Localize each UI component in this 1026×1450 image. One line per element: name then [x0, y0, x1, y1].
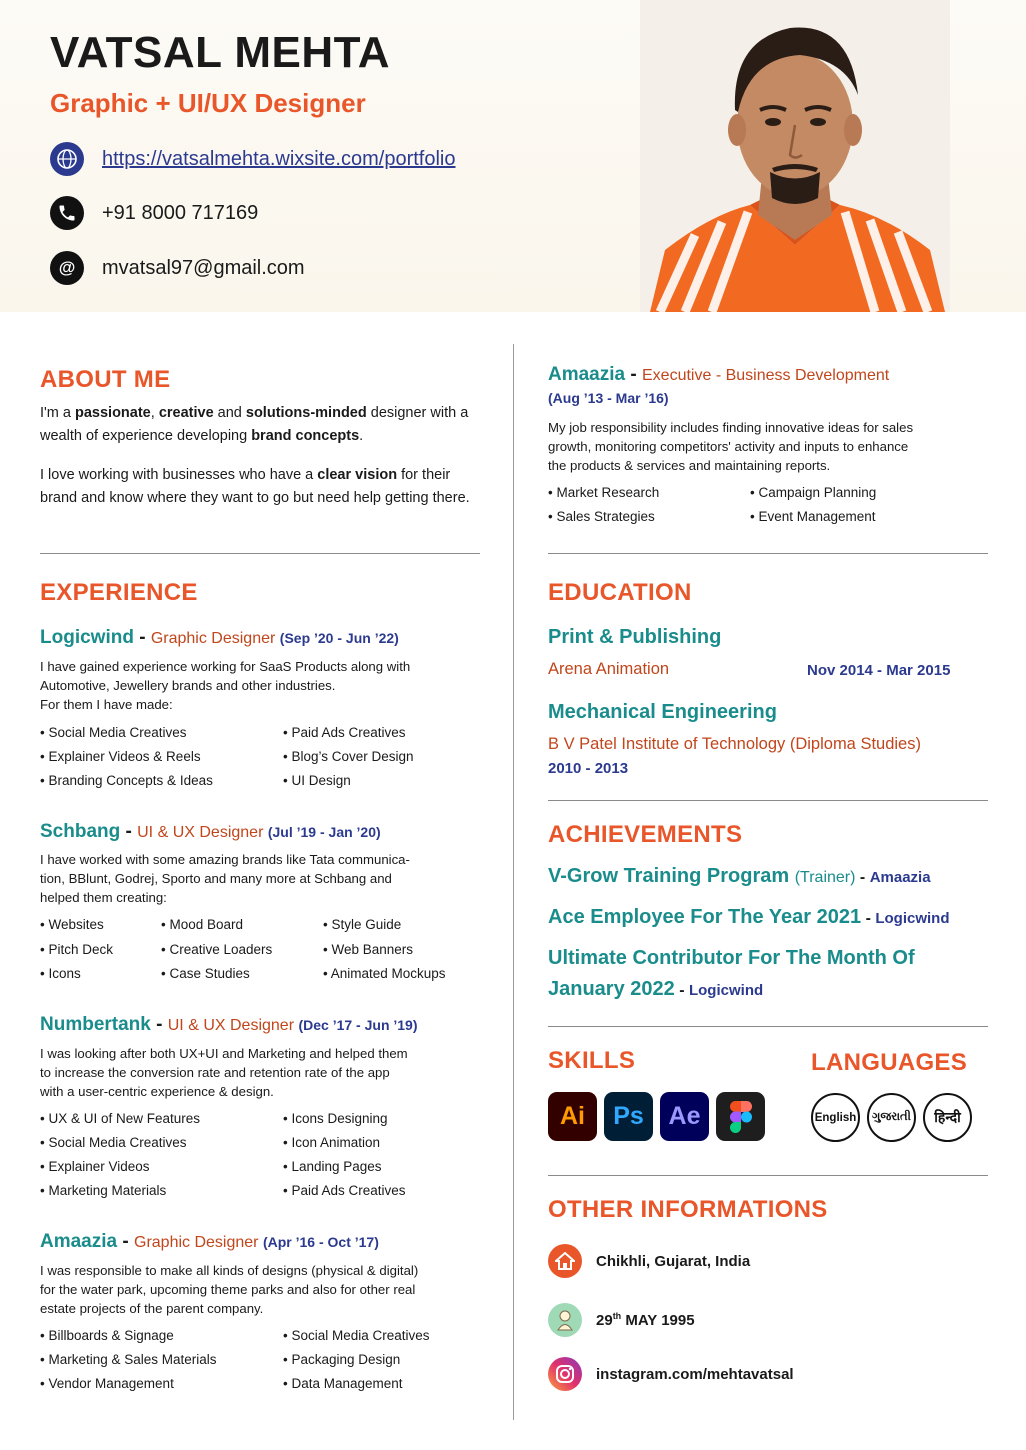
list-item: • Case Studies	[161, 966, 250, 981]
about-heading: ABOUT ME	[40, 366, 171, 393]
baby-icon	[548, 1303, 582, 1337]
phone-contact	[50, 196, 258, 230]
job-numbertank-desc: I was looking after both UX+UI and Marketing and helped them to increase the conversion rate and retention rate of the app with a user-centric experience & design.	[40, 1046, 408, 1099]
list-item: • Icon Animation	[283, 1135, 380, 1150]
achievement-1: V-Grow Training Program (Trainer) - Amaazia	[548, 865, 931, 887]
job-amaazia-exec-dates: (Aug ’13 - Mar ’16)	[548, 390, 669, 406]
education-degree-1: Print & Publishing	[548, 626, 722, 648]
languages-heading: LANGUAGES	[811, 1049, 968, 1076]
profile-photo	[640, 0, 950, 312]
achievements-heading: ACHIEVEMENTS	[548, 821, 743, 848]
list-item: • Social Media Creatives	[40, 1135, 187, 1150]
divider-about	[40, 553, 480, 554]
job-amaazia-title: Amaazia - Graphic Designer (Apr ’16 - Oct ’17)	[40, 1231, 379, 1252]
language-gujarati: ગુજરાતી	[867, 1093, 916, 1142]
list-item: • Landing Pages	[283, 1159, 382, 1174]
job-logicwind-title: Logicwind - Graphic Designer (Sep ’20 - Jun ’22)	[40, 627, 399, 648]
list-item: • Market Research	[548, 485, 659, 500]
header	[0, 0, 1026, 312]
instagram-handle[interactable]: instagram.com/mehtavatsal	[596, 1365, 794, 1383]
list-item: • Billboards & Signage	[40, 1328, 174, 1343]
list-item: • Web Banners	[323, 942, 413, 957]
divider-right-job	[548, 553, 988, 554]
email-address[interactable]: mvatsal97@gmail.com	[102, 256, 305, 279]
job-amaazia-desc: I was responsible to make all kinds of designs (physical & digital) for the water park, upcoming theme parks and also for other real estate projects of the parent company.	[40, 1263, 419, 1316]
website-contact	[50, 142, 455, 176]
location-info	[548, 1244, 750, 1278]
list-item: • Branding Concepts & Ideas	[40, 773, 213, 788]
list-item: • Creative Loaders	[161, 942, 272, 957]
list-item: • Vendor Management	[40, 1376, 174, 1391]
phone-number[interactable]: +91 8000 717169	[102, 201, 259, 224]
education-school-2: B V Patel Institute of Technology (Diploma Studies)	[548, 735, 921, 753]
photoshop-icon: Ps	[604, 1092, 653, 1141]
phone-icon	[50, 196, 84, 230]
figma-icon	[716, 1092, 765, 1141]
list-item: • UI Design	[283, 773, 351, 788]
list-item: • Animated Mockups	[323, 966, 446, 981]
birthdate-text: 29th MAY 1995	[596, 1311, 695, 1329]
education-degree-2: Mechanical Engineering	[548, 701, 777, 723]
instagram-icon	[548, 1357, 582, 1391]
email-contact	[50, 251, 305, 285]
home-icon	[548, 1244, 582, 1278]
birthdate-info	[548, 1303, 695, 1337]
job-logicwind-desc: I have gained experience working for SaaS Products along with Automotive, Jewellery brands and other industries. For them I have made:	[40, 659, 411, 712]
list-item: • Websites	[40, 917, 104, 932]
list-item: • Explainer Videos & Reels	[40, 749, 201, 764]
divider-education	[548, 800, 988, 801]
education-dates-1: Nov 2014 - Mar 2015	[807, 662, 951, 679]
list-item: • Pitch Deck	[40, 942, 113, 957]
list-item: • Mood Board	[161, 917, 243, 932]
skills-heading: SKILLS	[548, 1047, 636, 1074]
illustrator-icon: Ai	[548, 1092, 597, 1141]
other-info-heading: OTHER INFORMATIONS	[548, 1196, 828, 1223]
after-effects-icon: Ae	[660, 1092, 709, 1141]
job-amaazia-exec-desc: My job responsibility includes finding innovative ideas for sales growth, monitoring competitors' activity and inputs to enhance the products & services and maintaining reports.	[548, 420, 914, 473]
list-item: • Data Management	[283, 1376, 403, 1391]
list-item: • Social Media Creatives	[40, 725, 187, 740]
job-amaazia-exec-title: Amaazia - Executive - Business Development	[548, 364, 890, 385]
location-text: Chikhli, Gujarat, India	[596, 1252, 751, 1270]
list-item: • Marketing Materials	[40, 1183, 166, 1198]
experience-heading: EXPERIENCE	[40, 579, 198, 606]
candidate-role: Graphic + UI/UX Designer	[50, 88, 366, 118]
globe-icon	[50, 142, 84, 176]
at-sign-icon: @	[50, 251, 84, 285]
language-hindi: हिन्दी	[923, 1093, 972, 1142]
job-schbang-title: Schbang - UI & UX Designer (Jul ’19 - Jan ’20)	[40, 821, 381, 842]
column-divider	[513, 344, 514, 1420]
list-item: • Social Media Creatives	[283, 1328, 430, 1343]
list-item: • UX & UI of New Features	[40, 1111, 200, 1126]
list-item: • Icons Designing	[283, 1111, 388, 1126]
website-link[interactable]: https://vatsalmehta.wixsite.com/portfolio	[102, 147, 456, 170]
candidate-name: VATSAL MEHTA	[50, 28, 391, 77]
education-heading: EDUCATION	[548, 579, 692, 606]
list-item: • Icons	[40, 966, 81, 981]
list-item: • Event Management	[750, 509, 876, 524]
job-numbertank-title: Numbertank - UI & UX Designer (Dec ’17 - Jun ’19)	[40, 1014, 418, 1035]
about-paragraph-2: I love working with businesses who have a clear vision for their brand and know where they want to go but need help getting there.	[40, 467, 470, 506]
divider-achievements	[548, 1026, 988, 1027]
about-paragraph-1: I'm a passionate, creative and solutions-minded designer with a wealth of experience developing brand concepts.	[40, 405, 469, 444]
list-item: • Campaign Planning	[750, 485, 876, 500]
education-dates-2: 2010 - 2013	[548, 760, 629, 777]
divider-skills	[548, 1175, 988, 1176]
education-school-1: Arena Animation	[548, 660, 670, 678]
job-schbang-desc: I have worked with some amazing brands like Tata communica- tion, BBlunt, Godrej, Sporto and many more at Schbang and helped them creating:	[40, 852, 410, 905]
list-item: • Blog’s Cover Design	[283, 749, 414, 764]
list-item: • Packaging Design	[283, 1352, 400, 1367]
achievement-2: Ace Employee For The Year 2021 - Logicwind	[548, 906, 950, 928]
instagram-info	[548, 1357, 794, 1391]
language-english: English	[811, 1093, 860, 1142]
list-item: • Explainer Videos	[40, 1159, 150, 1174]
achievement-3: Ultimate Contributor For The Month Of January 2022 - Logicwind	[548, 947, 915, 1000]
list-item: • Marketing & Sales Materials	[40, 1352, 217, 1367]
list-item: • Paid Ads Creatives	[283, 1183, 406, 1198]
list-item: • Style Guide	[323, 917, 401, 932]
list-item: • Sales Strategies	[548, 509, 655, 524]
list-item: • Paid Ads Creatives	[283, 725, 406, 740]
